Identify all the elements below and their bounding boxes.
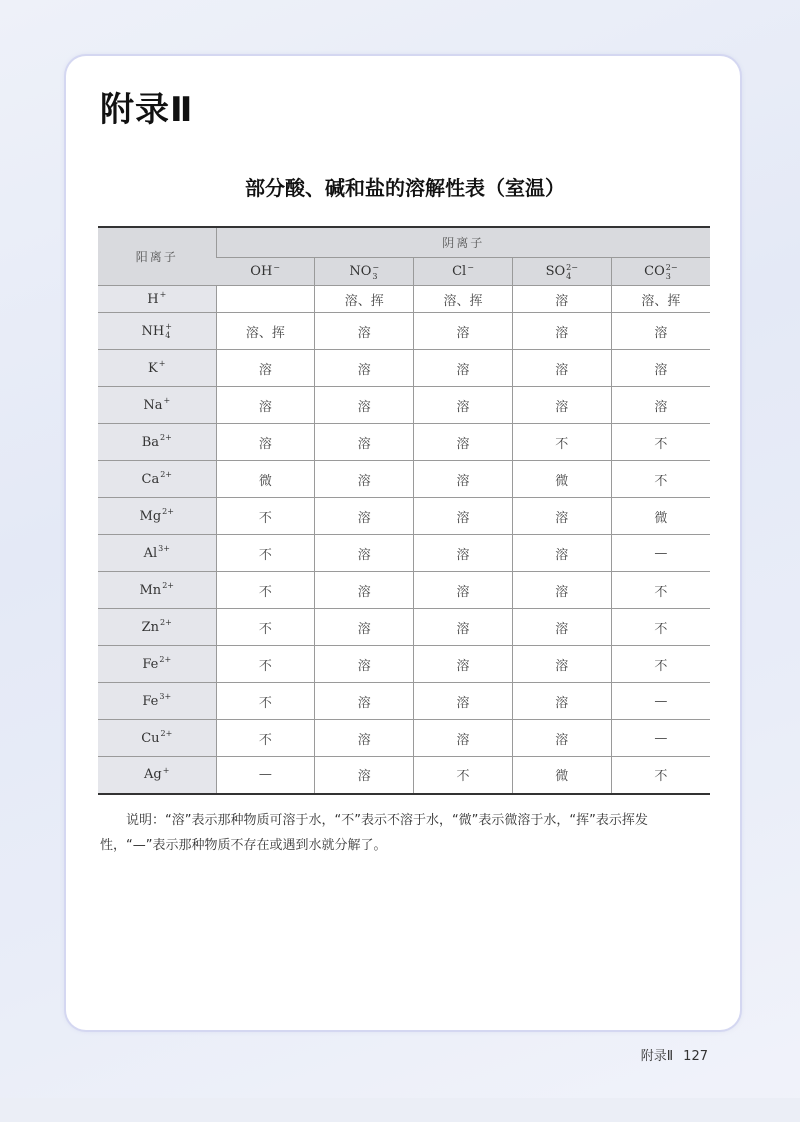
table-row xyxy=(98,461,710,498)
solubility-cell: 溶 xyxy=(315,424,414,461)
page-number: 127 xyxy=(683,1049,708,1064)
cation-cell xyxy=(98,572,216,609)
solubility-cell: 不 xyxy=(611,424,710,461)
solubility-cell: 溶 xyxy=(414,535,513,572)
solubility-cell: 溶 xyxy=(315,757,414,794)
cation-label: NH + 4 xyxy=(141,322,172,340)
solubility-cell: 溶 xyxy=(512,286,611,313)
cation-cell xyxy=(98,720,216,757)
solubility-cell: 不 xyxy=(611,646,710,683)
cation-cell xyxy=(98,387,216,424)
table-row xyxy=(98,286,710,313)
solubility-cell: 溶 xyxy=(512,720,611,757)
anion-label: SO 2− 4 xyxy=(545,262,578,281)
cation-label: Na + xyxy=(143,396,171,413)
table-row xyxy=(98,646,710,683)
solubility-cell: 微 xyxy=(512,461,611,498)
solubility-cell: 溶 xyxy=(216,350,315,387)
solubility-cell: 溶 xyxy=(414,609,513,646)
solubility-cell: 溶 xyxy=(315,498,414,535)
cation-label: Mn 2+ xyxy=(139,581,174,598)
table-row xyxy=(98,683,710,720)
cation-cell xyxy=(98,498,216,535)
cation-cell xyxy=(98,646,216,683)
solubility-cell: 溶、挥 xyxy=(414,286,513,313)
table-row xyxy=(98,609,710,646)
solubility-cell: 微 xyxy=(512,757,611,794)
cation-cell xyxy=(98,424,216,461)
solubility-cell: 不 xyxy=(216,683,315,720)
cation-cell xyxy=(98,609,216,646)
cation-label: Cu 2+ xyxy=(141,729,173,746)
solubility-cell: 溶 xyxy=(512,498,611,535)
cation-cell xyxy=(98,757,216,794)
solubility-cell xyxy=(216,286,315,313)
solubility-cell: 溶 xyxy=(315,720,414,757)
table-row xyxy=(98,757,710,794)
cation-label: Fe 3+ xyxy=(142,692,172,709)
solubility-cell: 溶 xyxy=(315,609,414,646)
cation-header: 阳离子 xyxy=(98,227,216,286)
table-note: 说明：“溶”表示那种物质可溶于水，“不”表示不溶于水，“微”表示微溶于水，“挥”表示挥发性，“—”表示那种物质不存在或遇到水就分解了。 xyxy=(100,813,648,853)
solubility-cell: 不 xyxy=(216,720,315,757)
solubility-cell: 微 xyxy=(611,498,710,535)
anion-label: Cl − xyxy=(452,262,474,279)
anion-header-cell xyxy=(414,258,513,286)
table-row xyxy=(98,424,710,461)
solubility-cell: 溶、挥 xyxy=(216,313,315,350)
cation-label: Ca 2+ xyxy=(141,470,172,487)
anion-label: NO − 3 xyxy=(349,262,380,281)
solubility-cell: 不 xyxy=(216,572,315,609)
table-row xyxy=(98,720,710,757)
cation-label: Zn 2+ xyxy=(141,618,172,635)
solubility-cell: 溶 xyxy=(512,313,611,350)
cation-label: Fe 2+ xyxy=(142,655,172,672)
cation-label: H + xyxy=(147,290,167,307)
solubility-cell: 不 xyxy=(611,572,710,609)
cation-cell xyxy=(98,286,216,313)
cation-cell xyxy=(98,535,216,572)
cation-label: K + xyxy=(148,359,166,376)
solubility-cell: 溶 xyxy=(315,572,414,609)
solubility-cell: — xyxy=(611,683,710,720)
page-footer xyxy=(631,1045,708,1064)
solubility-cell: 溶 xyxy=(512,609,611,646)
table-row xyxy=(98,498,710,535)
solubility-cell: 溶 xyxy=(414,461,513,498)
solubility-cell: 溶 xyxy=(315,683,414,720)
solubility-cell: 溶 xyxy=(315,535,414,572)
solubility-cell: 溶 xyxy=(512,350,611,387)
appendix-title: 附录Ⅱ xyxy=(100,90,194,130)
solubility-cell: 不 xyxy=(512,424,611,461)
solubility-cell: 溶 xyxy=(414,424,513,461)
solubility-cell: 溶 xyxy=(216,387,315,424)
solubility-cell: 不 xyxy=(216,646,315,683)
solubility-cell: 微 xyxy=(216,461,315,498)
solubility-cell: 溶 xyxy=(315,313,414,350)
solubility-cell: 溶 xyxy=(414,646,513,683)
table-row xyxy=(98,572,710,609)
solubility-cell: 溶 xyxy=(512,572,611,609)
cation-label: Al 3+ xyxy=(143,544,170,561)
solubility-cell: 不 xyxy=(216,609,315,646)
solubility-cell: 溶 xyxy=(414,350,513,387)
cation-label: Ba 2+ xyxy=(141,433,172,450)
table-row xyxy=(98,350,710,387)
solubility-cell: 溶 xyxy=(512,387,611,424)
anion-group-header: 阴离子 xyxy=(216,227,710,258)
anion-label: CO 2− 3 xyxy=(644,262,678,281)
cation-cell xyxy=(98,313,216,350)
solubility-cell: 溶 xyxy=(315,350,414,387)
table-row xyxy=(98,313,710,350)
solubility-cell: 溶 xyxy=(414,720,513,757)
solubility-cell: 不 xyxy=(611,757,710,794)
solubility-cell: 溶 xyxy=(414,683,513,720)
solubility-table xyxy=(98,226,710,795)
solubility-cell: — xyxy=(611,535,710,572)
solubility-cell: 溶 xyxy=(611,313,710,350)
anion-header-cell xyxy=(611,258,710,286)
cation-label: Mg 2+ xyxy=(139,507,174,524)
solubility-cell: 溶 xyxy=(315,387,414,424)
solubility-cell: 溶 xyxy=(216,424,315,461)
solubility-cell: 溶 xyxy=(611,350,710,387)
anion-header-cell xyxy=(216,258,315,286)
solubility-cell: 不 xyxy=(216,498,315,535)
solubility-cell: 溶 xyxy=(414,387,513,424)
solubility-cell: 溶 xyxy=(414,313,513,350)
table-row xyxy=(98,535,710,572)
solubility-cell: 溶、挥 xyxy=(611,286,710,313)
solubility-cell: 溶 xyxy=(512,646,611,683)
solubility-cell: 溶 xyxy=(512,535,611,572)
anion-label: OH − xyxy=(250,262,280,279)
cation-cell xyxy=(98,461,216,498)
solubility-cell: 不 xyxy=(414,757,513,794)
table-row xyxy=(98,387,710,424)
cation-cell xyxy=(98,683,216,720)
anion-header-cell xyxy=(315,258,414,286)
solubility-cell: 溶 xyxy=(512,683,611,720)
footer-label: 附录Ⅱ xyxy=(640,1049,674,1064)
solubility-cell: 溶 xyxy=(414,572,513,609)
solubility-cell: 溶 xyxy=(315,646,414,683)
page-bottom-band xyxy=(0,1098,800,1122)
solubility-cell: 溶、挥 xyxy=(315,286,414,313)
cation-label: Ag + xyxy=(144,765,170,783)
cation-cell xyxy=(98,350,216,387)
solubility-cell: — xyxy=(216,757,315,794)
table-body xyxy=(98,286,710,794)
solubility-cell: 溶 xyxy=(315,461,414,498)
solubility-cell: 溶 xyxy=(414,498,513,535)
solubility-cell: 不 xyxy=(611,461,710,498)
solubility-cell: 溶 xyxy=(611,387,710,424)
anion-header-cell xyxy=(512,258,611,286)
solubility-cell: 不 xyxy=(216,535,315,572)
table-title: 部分酸、碱和盐的溶解性表（室温） xyxy=(245,176,565,200)
solubility-cell: — xyxy=(611,720,710,757)
solubility-cell: 不 xyxy=(611,609,710,646)
